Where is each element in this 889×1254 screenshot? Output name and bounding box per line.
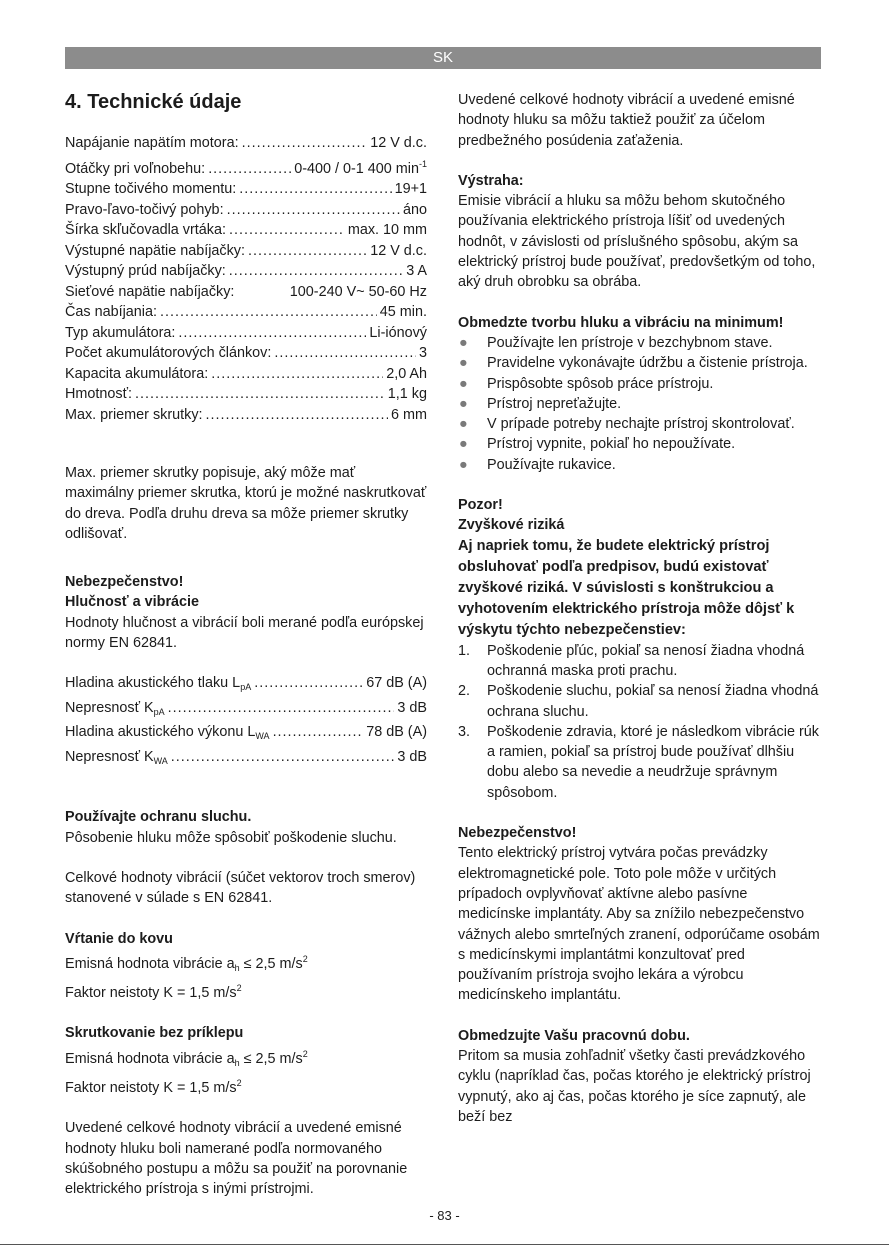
list-item: ● Používajte len prístroje v bezchybnom stave. bbox=[458, 333, 823, 353]
drilling-metal-heading: Vŕtanie do kovu bbox=[65, 930, 173, 947]
work-time-text: Pritom sa musia zohľadniť všetky časti prevádzkového cyklu (napríklad čas, počas ktorého je elektrický prístroj vypnutý, ako aj čas, počas ktorého je síce zapnutý, ale beží bez bbox=[458, 1047, 811, 1125]
noise-heading: Hlučnosť a vibrácie bbox=[65, 594, 200, 611]
screw-diameter-note: Max. priemer skrutky popisuje, aký môže mať maximálny priemer skrutka, ktorú je možné naskrutkovať do dreva. Podľa druhu dreva sa môže priemer skrutky odlišovať. bbox=[65, 465, 427, 542]
right-column bbox=[458, 90, 823, 1127]
limit-heading: Obmedzte tvorbu hluku a vibráciu na minimum! bbox=[458, 314, 784, 331]
list-item: ● Prístroj vypnite, pokiaľ ho nepoužívate. bbox=[458, 434, 823, 454]
list-item: ● Používajte rukavice. bbox=[458, 455, 823, 475]
spec-row: Otáčky pri voľnobehu: ..... 0-400 / 0-1 400 $\min^{-1}$ bbox=[65, 154, 427, 180]
spec-row: Kapacita akumulátora: ..... 2,0 Ah bbox=[65, 364, 427, 385]
residual-risks-heading: Zvyškové riziká bbox=[458, 517, 565, 534]
screwing-emission-value: Emisná hodnota vibrácie $a_h \le 2,5$ $m/s^2$ bbox=[65, 1048, 308, 1068]
list-item: 1. Poškodenie pľúc, pokiaľ sa nenosí žiadna vhodná ochranná maska proti prachu. bbox=[458, 642, 805, 679]
spec-row: Výstupné napätie nabíjačky: ..... 12 V d.c. bbox=[65, 241, 427, 262]
bottom-divider bbox=[0, 1244, 889, 1245]
screwing-heading: Skrutkovanie bez príklepu bbox=[65, 1025, 244, 1042]
list-item: ● Pravidelne vykonávajte údržbu a čistenie prístroja. bbox=[458, 353, 823, 373]
warning-heading: Výstraha: bbox=[458, 172, 524, 189]
danger-heading: Nebezpečenstvo! bbox=[458, 825, 577, 842]
sound-row: Nepresnosť $K_{WA}$ ..... 3 dB bbox=[65, 747, 427, 772]
spec-row: Hmotnosť: ..... 1,1 kg bbox=[65, 384, 427, 405]
bullet-icon: ● bbox=[459, 375, 468, 392]
spec-row: Výstupný prúd nabíjačky: ..... 3 A bbox=[65, 261, 427, 282]
language-code: SK bbox=[432, 49, 453, 66]
bullet-icon: ● bbox=[459, 436, 468, 453]
hearing-protection-heading: Používajte ochranu sluchu. bbox=[65, 809, 252, 826]
sound-row: Hladina akustického tlaku $L_{pA}$ ..... 67 dB (A) bbox=[65, 673, 427, 698]
summary-text: Uvedené celkové hodnoty vibrácií a uvedené emisné hodnoty hluku boli namerané podľa normovaného skúšobného postupu a môžu sa použiť na porovnanie elektrického prístroja s inými prístrojmi. bbox=[65, 1120, 408, 1198]
bullet-icon: ● bbox=[459, 456, 468, 473]
drilling-emission-value: Emisná hodnota vibrácie $a_h \le 2,5$ $m/s^2$ bbox=[65, 953, 308, 973]
danger-heading: Nebezpečenstvo! bbox=[65, 574, 184, 591]
bullet-icon: ● bbox=[459, 355, 468, 372]
noise-text: Hodnoty hlučnost a vibrácií boli merané podľa európskej normy EN 62841. bbox=[65, 614, 424, 652]
spec-row: Čas nabíjania: ..... 45 min. bbox=[65, 302, 427, 323]
bullet-icon: ● bbox=[459, 395, 468, 412]
vibration-text: Celkové hodnoty vibrácií (súčet vektorov troch smerov) stanovené v súlade s EN 62841. bbox=[65, 869, 416, 907]
spec-row: Typ akumulátora: ..... Li-iónový bbox=[65, 323, 427, 344]
list-item: ● Prispôsobte spôsob práce prístroju. bbox=[458, 374, 823, 394]
work-time-heading: Obmedzujte Vašu pracovnú dobu. bbox=[458, 1027, 690, 1044]
sound-values bbox=[65, 673, 427, 771]
spec-row: Počet akumulátorových článkov: ..... 3 bbox=[65, 343, 427, 364]
spec-row: Šírka skľučovadla vrtáka: ..... max. 10 mm bbox=[65, 220, 427, 241]
spec-row: Napájanie napätím motora: ..... 12 V d.c. bbox=[65, 133, 427, 154]
section-title: 4. Technické údaje bbox=[65, 91, 242, 113]
warning-text: Emisie vibrácií a hluku sa môžu behom skutočného používania elektrického prístroja líšiť od uvedených hodnôt, v závislosti od príslušného spôsobu, akým sa elektrický prístroj bude používať, predovšetkým od toho, aký druh obrobku sa obrába. bbox=[458, 193, 816, 291]
spec-row: Sieťové napätie nabíjačky: 100-240 V~ 50-60 Hz bbox=[65, 283, 427, 300]
danger-text: Tento elektrický prístroj vytvára počas prevádzky elektromagnetické pole. Toto pole môže v určitých prípadoch ovplyvňovať aktívne alebo pasívne medicínske implantáty. Aby sa znížilo nebezpečenstvo vážnych alebo smrteľných zranení, odporúčame osobám s medicínskymi implantátmi konzultovať pred používaním prístroja svojho lekára a výrobcu medicínskeho implantátu. bbox=[458, 845, 820, 1004]
hearing-protection-text: Pôsobenie hluku môže spôsobiť poškodenie sluchu. bbox=[65, 829, 397, 846]
intro-text: Uvedené celkové hodnoty vibrácií a uvedené emisné hodnoty hluku sa môžu taktiež použiť za účelom predbežného posúdenia zaťaženia. bbox=[458, 92, 795, 149]
bullet-icon: ● bbox=[459, 416, 468, 433]
list-item: ● Prístroj nepreťažujte. bbox=[458, 394, 823, 414]
caution-heading: Pozor! bbox=[458, 497, 503, 514]
bullet-icon: ● bbox=[459, 334, 468, 351]
residual-risks-lead: Aj napriek tomu, že budete elektrický prístroj obsluhovať podľa predpisov, budú existovať zvyškové riziká. V súvislosti s konštrukciou a vyhotovením elektrického prístroja môže dôjsť k výskytu týchto nebezpečenstiev: bbox=[458, 537, 795, 638]
screwing-uncertainty-value: Faktor neistoty K = 1,5 $m/s^2$ bbox=[65, 1078, 242, 1097]
spec-list bbox=[65, 133, 427, 425]
page-number: - 83 - bbox=[429, 1208, 460, 1223]
spec-row: Max. priemer skrutky: ..... 6 mm bbox=[65, 405, 427, 426]
limit-list bbox=[458, 333, 823, 475]
language-header-bar bbox=[65, 47, 821, 69]
spec-row: Stupne točivého momentu: ..... 19+1 bbox=[65, 179, 427, 200]
left-column bbox=[65, 90, 427, 1200]
residual-risks-list bbox=[458, 641, 823, 803]
sound-row: Nepresnosť $K_{pA}$ ..... 3 dB bbox=[65, 698, 427, 723]
drilling-uncertainty-value: Faktor neistoty K = 1,5 $m/s^2$ bbox=[65, 983, 242, 1002]
spec-row: Pravo-ľavo-točivý pohyb: ..... áno bbox=[65, 200, 427, 221]
sound-row: Hladina akustického výkonu $L_{WA}$ ..... 78 dB (A) bbox=[65, 722, 427, 747]
list-item: 3. Poškodenie zdravia, ktoré je následkom vibrácie rúk a ramien, pokiaľ sa prístroj bude používať dlhšiu dobu alebo sa nevedie a neudržuje správnym spôsobom. bbox=[458, 723, 819, 801]
list-item: ● V prípade potreby nechajte prístroj skontrolovať. bbox=[458, 414, 823, 434]
list-item: 2. Poškodenie sluchu, pokiaľ sa nenosí žiadna vhodná ochrana sluchu. bbox=[458, 683, 819, 720]
